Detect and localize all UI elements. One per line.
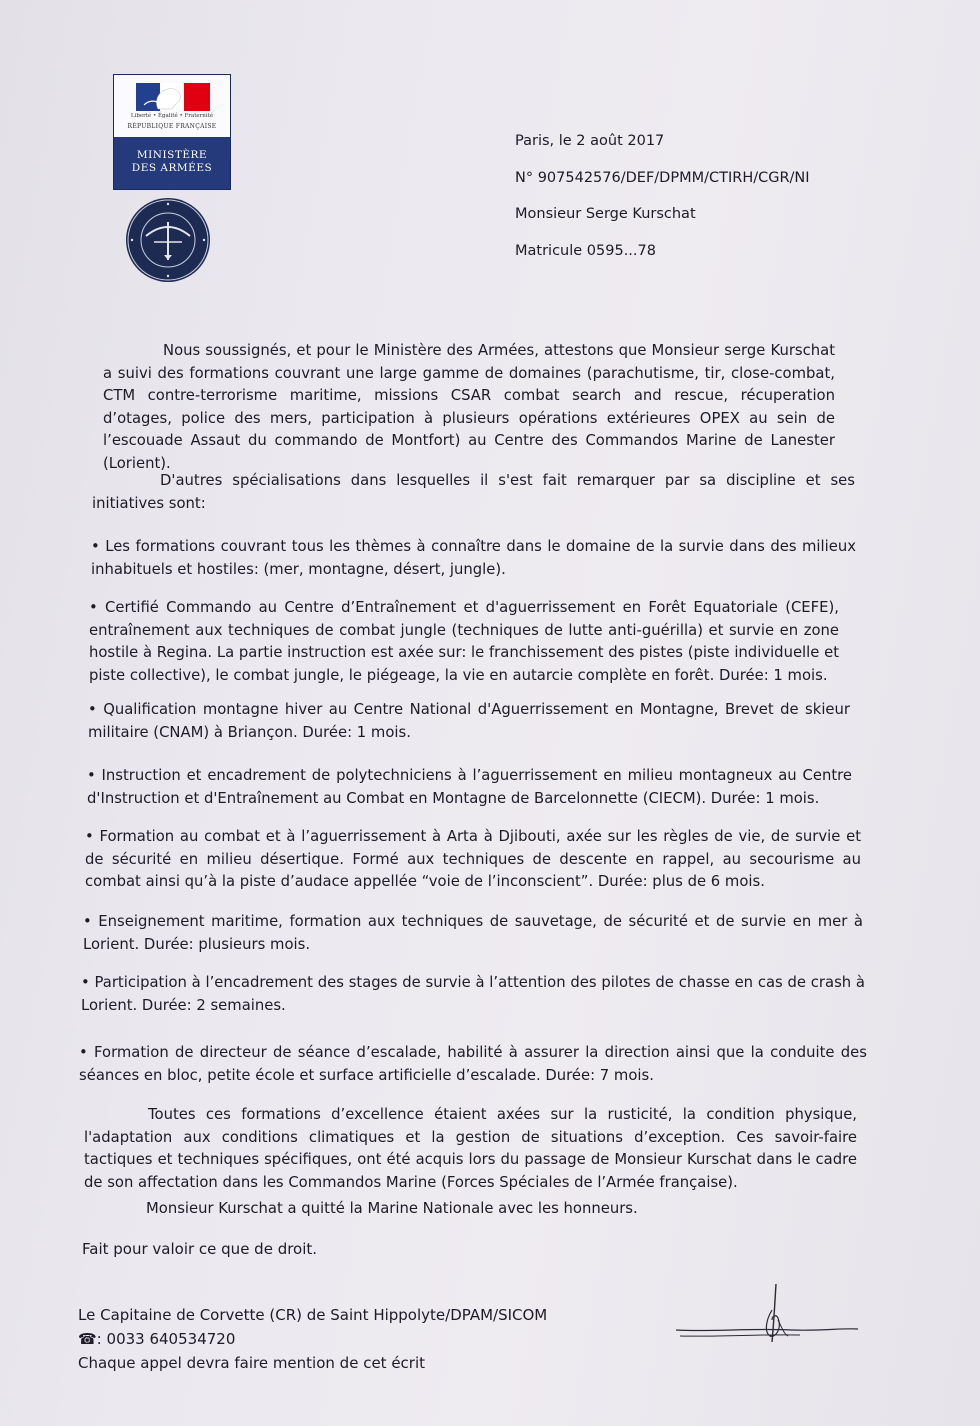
list-item: • Formation au combat et à l’aguerrissement à Arta à Djibouti, axée sur les règles de vie, de survie et de sécurité en milieu désertique. Formé aux techniques de descente en rappel, au secourisme au combat ainsi qu’à la piste d’audace appellée “voie de l’inconscient”. Durée: plus de 6 mois. [85,828,861,890]
logo-republic: RÉPUBLIQUE FRANÇAISE [127,123,217,130]
signatory-title: Le Capitaine de Corvette (CR) de Saint Hippolyte/DPAM/SICOM [78,1306,548,1324]
honors-line: Monsieur Kurschat a quitté la Marine Nationale avec les honneurs. [146,1200,638,1217]
reference-number: N° 907542576/DEF/DPMM/CTIRH/CGR/NI [515,169,810,186]
cos-seal-icon [124,196,212,284]
specializations-intro: D'autres spécialisations dans lesquelles il s'est fait remarquer par sa discipline et ses initiatives sont: [92,472,855,512]
matricule: Matricule 0595...78 [515,242,656,259]
list-item: • Qualification montagne hiver au Centre National d'Aguerrissement en Montagne, Brevet de skieur militaire (CNAM) à Briançon. Durée: 1 mois. [88,701,850,741]
logo-motto: Liberté • Égalité • Fraternité [130,113,214,119]
list-item: • Les formations couvrant tous les thèmes à connaître dans le domaine de la survie dans des milieux inhabituels et hostiles: (mer, montagne, désert, jungle). [91,538,856,578]
signature-icon [672,1280,862,1350]
phone-line [78,1327,547,1351]
conclusion-paragraph: Toutes ces formations d’excellence étaient axées sur la rusticité, la condition physique, l'adaptation aux conditions climatiques et la gestion de situations d’exception. Ces savoir-faire tactiques et techniques spécifiques, ont été acquis lors du passage de Monsieur Kurschat dans le cadre de son affectation dans les Commandos Marine (Forces Spéciales de l’Armée française). [84,1106,857,1191]
addressee: Monsieur Serge Kurschat [515,206,696,222]
call-note: Chaque appel devra faire mention de cet écrit [78,1354,426,1372]
closing-line: Fait pour valoir ce que de droit. [82,1240,318,1258]
phone-number: 0033 640534720 [106,1330,236,1348]
ministry-name [114,137,230,189]
signatory-block [78,1303,547,1375]
ministry-logo [113,74,231,190]
letter-header [515,132,810,278]
ministry-line-1: MINISTÈRE [136,149,208,161]
ministry-line-2: DES ARMÉES [131,162,213,174]
place-date: Paris, le 2 août 2017 [515,133,665,149]
list-item: • Certifié Commando au Centre d’Entraînement et d'aguerrissement en Forêt Equatoriale (CEFE), entraînement aux techniques de combat jungle (techniques de lutte anti-guérilla) et survie en zone hostile à Regina. La partie instruction est axée sur: le franchissement des pistes (piste individuelle et piste collective), le combat jungle, le piégeage, la vie en autarcie complète en forêt. Durée: 1 mois. [89,599,839,684]
list-item: • Enseignement maritime, formation aux techniques de sauvetage, de sécurité et de survie en mer à Lorient. Durée: plusieurs mois. [83,913,863,953]
intro-paragraph: Nous soussignés, et pour le Ministère des Armées, attestons que Monsieur serge Kurschat a suivi des formations couvrant une large gamme de domaines (parachutisme, tir, close-combat, CTM contre-terrorisme maritime, missions CSAR combat search and rescue, récuperation d’otages, police des mers, participation à plusieurs opérations extérieures OPEX au sein de l’escouade Assaut du commando de Montfort) au Centre des Commandos Marine de Lanester (Lorient). [103,342,835,472]
list-item: • Formation de directeur de séance d’escalade, habilité à assurer la direction ainsi que la conduite des séances en bloc, petite école et surface artificielle d’escalade. Durée: 7 mois. [79,1044,867,1084]
list-item: • Instruction et encadrement de polytechniciens à l’aguerrissement en milieu montagneux au Centre d'Instruction et d'Entraînement au Combat en Montagne de Barcelonnette (CIECM). Durée: 1 mois. [87,767,852,807]
phone-icon: ☎: [78,1330,102,1348]
list-item: • Participation à l’encadrement des stages de survie à l’attention des pilotes de chasse en cas de crash à Lorient. Durée: 2 semaines. [81,974,865,1014]
